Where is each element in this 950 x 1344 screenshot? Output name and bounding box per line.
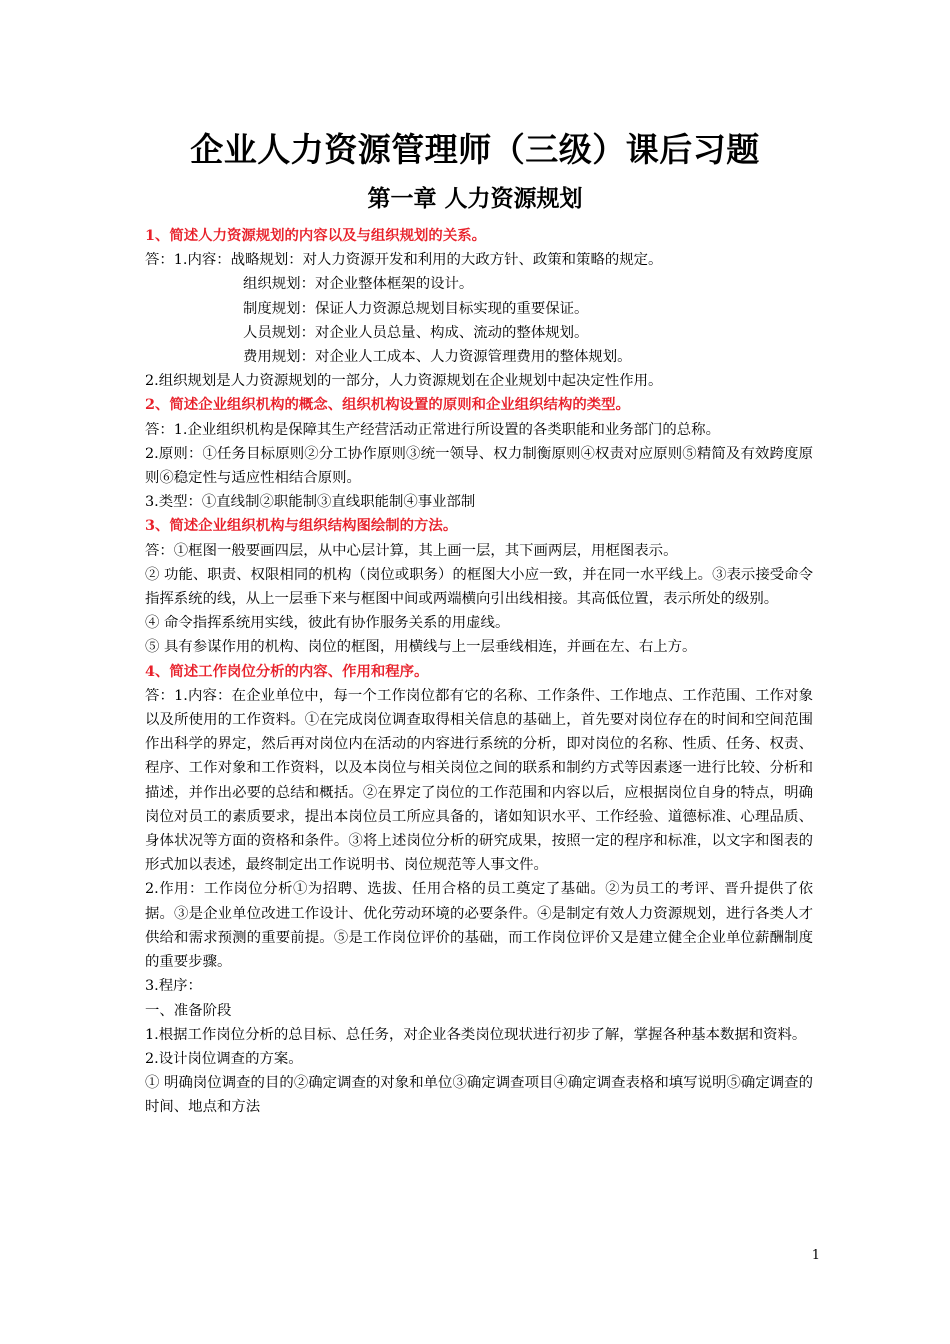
answer-paragraph: ① 明确岗位调查的目的②确定调查的对象和单位③确定调查项目④确定调查表格和填写说明⑤确定调查的时间、地点和方法 [145,1075,813,1116]
answer-line: 3.程序： [145,978,202,995]
answer-paragraph: ② 功能、职责、权限相同的机构（岗位或职务）的框图大小应一致，并在同一水平线上。③表示接受命令指挥系统的线，从上一层垂下来与框图中间或两端横向引出线相接。其高低位置，表示所处的级别。 [145,566,813,608]
answer-paragraph: 1.根据工作岗位分析的总目标、总任务，对企业各类岗位现状进行初步了解，掌握各种基本数据和资料。 [145,1026,807,1043]
section-heading: 一、准备阶段 [145,1002,232,1019]
answer-line: 制度规划：保证人力资源总规划目标实现的重要保证。 [243,300,589,317]
question-3: 3、简述企业组织机构与组织结构图绘制的方法。 [145,517,458,535]
answer-line: ⑤ 具有参谋作用的机构、岗位的框图，用横线与上一层垂线相连，并画在左、右上方。 [145,639,697,656]
answer-line: 费用规划：对企业人工成本、人力资源管理费用的整体规划。 [243,349,632,366]
answer-line: 2.设计岗位调查的方案。 [145,1050,303,1067]
answer-line: 答：1.企业组织机构是保障其生产经营活动正常进行所设置的各类职能和业务部门的总称。 [145,421,720,438]
question-2: 2、简述企业组织机构的概念、组织机构设置的原则和企业组织结构的类型。 [145,396,630,414]
answer-line: 组织规划：对企业整体框架的设计。 [243,276,474,293]
answer-line: ④ 命令指挥系统用实线，彼此有协作服务关系的用虚线。 [145,615,510,632]
answer-paragraph: 2.原则：①任务目标原则②分工协作原则③统一领导、权力制衡原则④权责对应原则⑤精简及有效跨度原则⑥稳定性与适应性相结合原则。 [145,445,813,487]
question-4: 4、简述工作岗位分析的内容、作用和程序。 [145,662,429,680]
page-number: 1 [811,1248,820,1263]
question-1: 1、简述人力资源规划的内容以及与组织规划的关系。 [145,227,486,244]
chapter-heading: 第一章 人力资源规划 [367,185,583,212]
answer-paragraph: 2.作用：工作岗位分析①为招聘、选拔、任用合格的员工奠定了基础。②为员工的考评、晋升提供了依据。③是企业单位改进工作设计、优化劳动环境的必要条件。④是制定有效人力资源规划，进行各类人才供给和需求预测的重要前提。⑤是工作岗位评价的基础，而工作岗位评价又是建立健全企业单位薪酬制度的重要步骤。 [145,881,813,971]
answer-paragraph: 答：1.内容：在企业单位中，每一个工作岗位都有它的名称、工作条件、工作地点、工作范围、工作对象以及所使用的工作资料。①在完成岗位调查取得相关信息的基础上，首先要对岗位存在的时间和空间范围作出科学的界定，然后再对岗位内在活动的内容进行系统的分析，即对岗位的名称、性质、任务、权责、程序、工作对象和工作资料，以及本岗位与相关岗位之间的联系和制约方式等因素逐一进行比较、分析和描述，并作出必要的总结和概括。②在界定了岗位的工作范围和内容以后，应根据岗位自身的特点，明确岗位对员工的素质要求，提出本岗位员工所应具备的，诸如知识水平、工作经验、道德标准、心理品质、身体状况等方面的资格和条件。③将上述岗位分析的研究成果，按照一定的程序和标准，以文字和图表的形式加以表述，最终制定出工作说明书、岗位规范等人事文件。 [145,687,813,874]
document-title: 企业人力资源管理师（三级）课后习题 [190,130,760,169]
answer-line: 2.组织规划是人力资源规划的一部分，人力资源规划在企业规划中起决定性作用。 [145,373,663,390]
answer-line: 人员规划：对企业人员总量、构成、流动的整体规划。 [243,324,589,341]
document-body [145,224,813,1120]
answer-line: 3.类型：①直线制②职能制③直线职能制④事业部制 [145,494,476,511]
answer-line: 答：①框图一般要画四层，从中心层计算，其上画一层，其下画两层，用框图表示。 [145,542,678,559]
answer-line: 答：1.内容：战略规划：对人力资源开发和利用的大政方针、政策和策略的规定。 [145,252,663,269]
